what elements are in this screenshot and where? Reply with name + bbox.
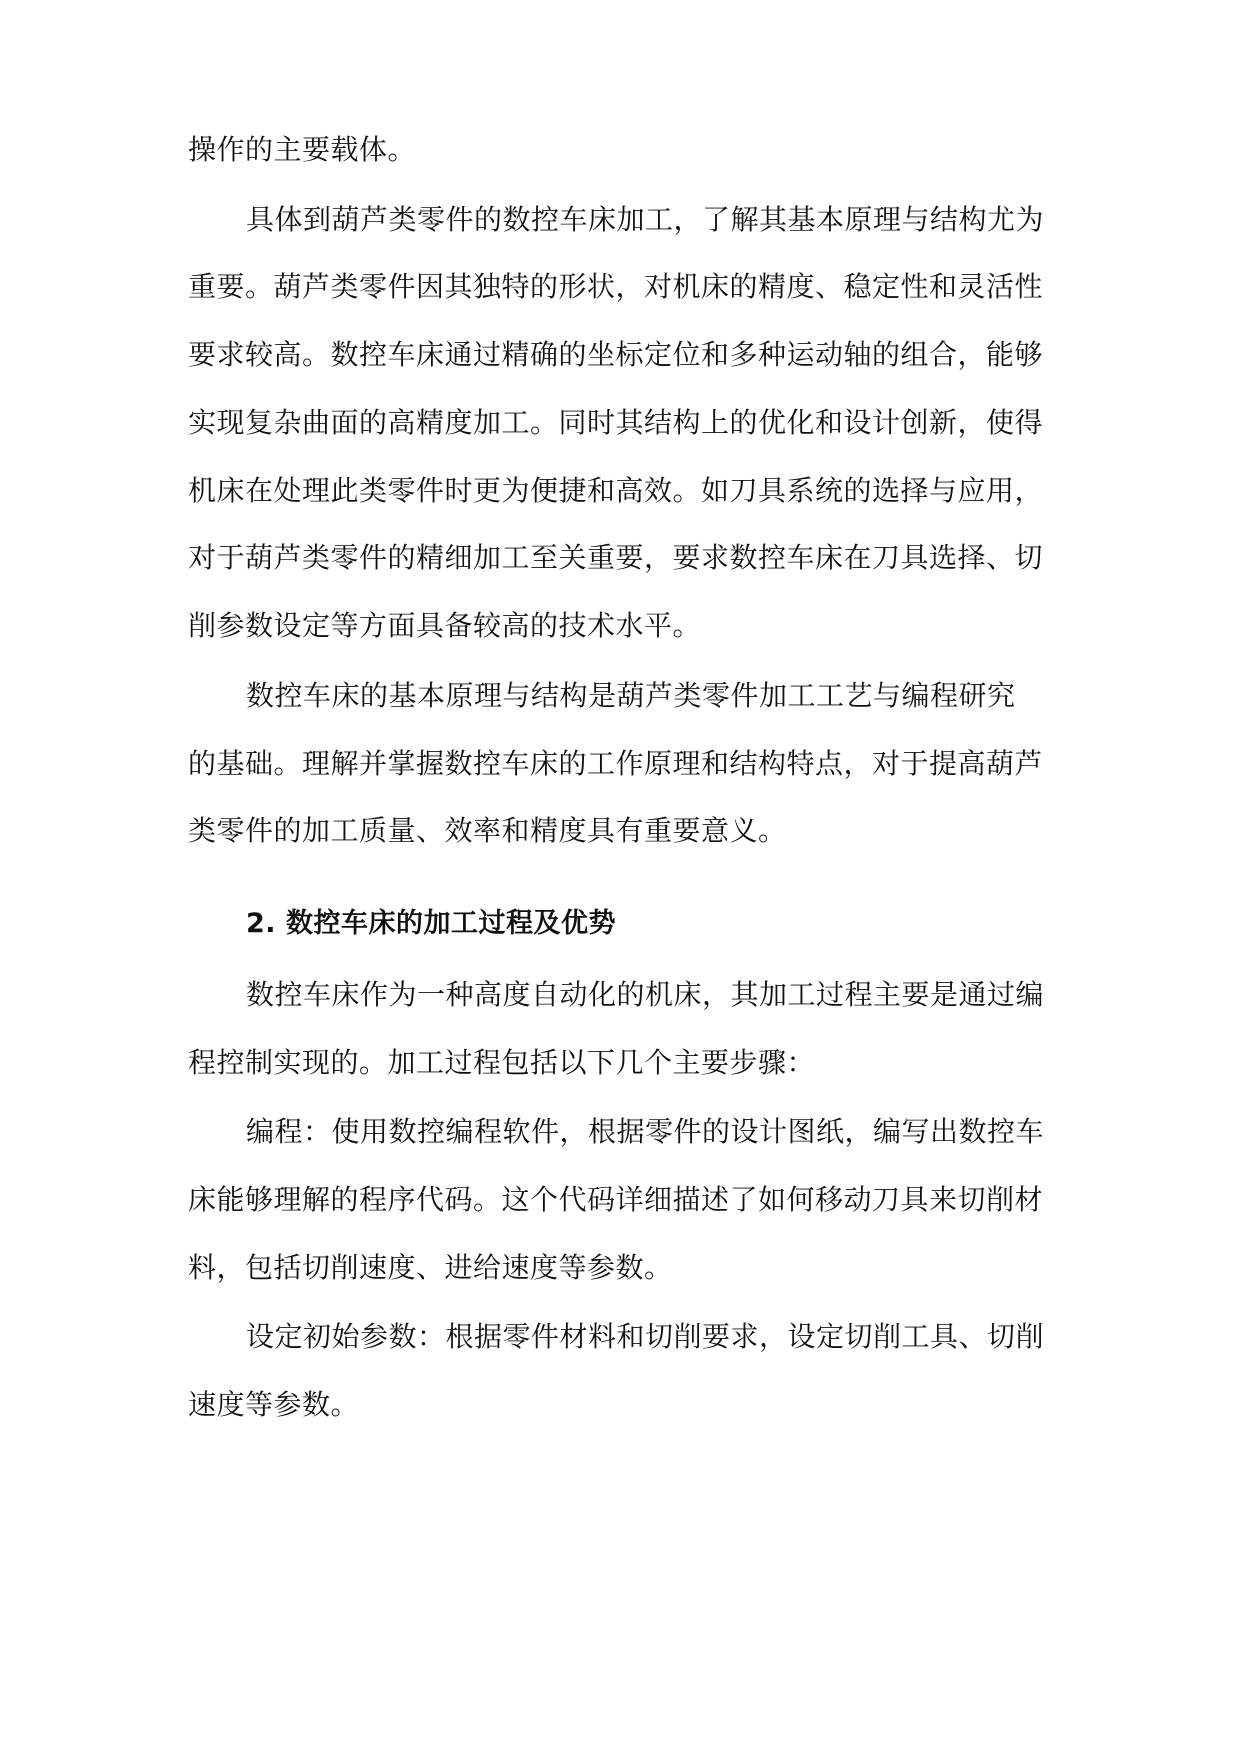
section-heading: 2. 数控车床的加工过程及优势 <box>246 908 616 939</box>
paragraph-line: 速度等参数。 <box>188 1388 360 1421</box>
paragraph-line: 具体到葫芦类零件的数控车床加工，了解其基本原理与结构尤为 <box>246 203 1045 236</box>
paragraph-line: 设定初始参数：根据零件材料和切削要求，设定切削工具、切削 <box>246 1320 1045 1353</box>
paragraph-line: 编程：使用数控编程软件，根据零件的设计图纸，编写出数控车 <box>246 1115 1045 1148</box>
paragraph-line: 操作的主要载体。 <box>188 133 417 166</box>
paragraph-line: 削参数设定等方面具备较高的技术水平。 <box>188 609 702 642</box>
paragraph-line: 数控车床的基本原理与结构是葫芦类零件加工工艺与编程研究 <box>246 679 1016 712</box>
paragraph-line: 机床在处理此类零件时更为便捷和高效。如刀具系统的选择与应用， <box>188 474 1044 507</box>
paragraph-line: 对于葫芦类零件的精细加工至关重要，要求数控车床在刀具选择、切 <box>188 541 1044 574</box>
paragraph-line: 要求较高。数控车床通过精确的坐标定位和多种运动轴的组合，能够 <box>188 338 1044 371</box>
paragraph-line: 类零件的加工质量、效率和精度具有重要意义。 <box>188 814 787 847</box>
paragraph-line: 床能够理解的程序代码。这个代码详细描述了如何移动刀具来切削材 <box>188 1183 1044 1216</box>
paragraph-line: 程控制实现的。加工过程包括以下几个主要步骤： <box>188 1046 816 1079</box>
paragraph-line: 实现复杂曲面的高精度加工。同时其结构上的优化和设计创新，使得 <box>188 406 1044 439</box>
paragraph-line: 重要。葫芦类零件因其独特的形状，对机床的精度、稳定性和灵活性 <box>188 270 1044 303</box>
paragraph-line: 料，包括切削速度、进给速度等参数。 <box>188 1251 673 1284</box>
paragraph-line: 的基础。理解并掌握数控车床的工作原理和结构特点，对于提高葫芦 <box>188 747 1044 780</box>
paragraph-line: 数控车床作为一种高度自动化的机床，其加工过程主要是通过编 <box>246 978 1045 1011</box>
